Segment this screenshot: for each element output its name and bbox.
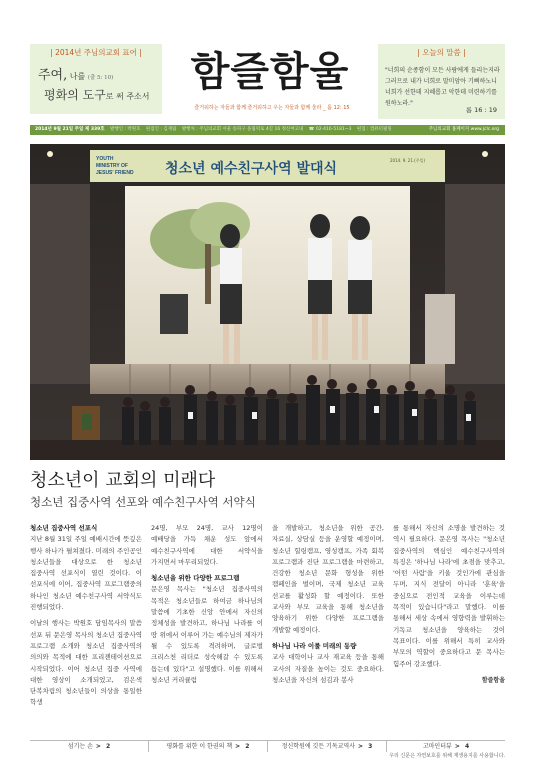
toc-item[interactable]: 정신학원에 깃든 기독교역사 > 3 xyxy=(268,741,387,752)
event-photo xyxy=(30,144,505,460)
toc-item[interactable]: 평화를 위한 이 한권의 책 > 2 xyxy=(149,741,268,752)
toc-item[interactable]: 섬기는 손 > 2 xyxy=(30,741,149,752)
info-bar xyxy=(30,125,505,135)
design-credit: 편집 : 컴퓨터필링 xyxy=(356,127,392,132)
phone: ☎ 02-416-5181~3 xyxy=(308,127,352,132)
paragraph: 을 개발하고, 청소년을 위한 공간, 자료실, 상담실 등을 운영할 예정이며, 청소년 힐링캠프, 영성캠프, 가족 회복 프로그램과 진단 프로그램을 마련하고, 건강한 청소년 문화 형성을 위한 캠페인을 벌이며, 국제 청소년 교육 선교를 활성화 할 예정이다. 또한 교사와 부모 교육을 통해 청소년을 양육하기 위한 다양한 프로그램을 개발할 예정이다. xyxy=(272,524,384,634)
article-subheadline: 청소년 집중사역 선포와 예수친구사역 서약식 xyxy=(30,495,256,509)
homepage-link[interactable]: 주님의교회 홈페이지 www.jclc.org xyxy=(428,127,499,132)
banner-title: 청소년 예수친구사역 발대식 xyxy=(165,161,338,177)
article-column-1 xyxy=(30,523,142,714)
article-column-2 xyxy=(151,523,263,691)
newspaper-title: 함즐함울 xyxy=(190,49,350,95)
publisher: 발행인 : 박원호 xyxy=(110,127,141,132)
paragraph: 24명, 부모 24명, 교사 12명이 예배당을 가득 채운 성도 앞에서 예수친구사역에 대한 서약식을 가지면서 마무리되었다. xyxy=(151,524,263,566)
motto-line-2: 평화의 도구로 써 주소서 xyxy=(44,88,150,102)
masthead xyxy=(0,0,537,125)
banner-logo-3: JESUS' FRIEND xyxy=(96,170,134,176)
toc-item[interactable]: 고마인터뷰 > 4 xyxy=(422,743,470,750)
article-body xyxy=(30,523,505,733)
verse-heading: | 오늘의 말씀 | xyxy=(417,48,466,57)
verse-text: "너희의 순종함이 모든 사람에게 들리는지라 그러므로 내가 너희로 말미암아 기뻐하노니 너희가 선한데 지혜롭고 악한데 미련하기를 원하노라." xyxy=(385,67,500,107)
banner-date: 2014. 9. 21.(주일) xyxy=(390,158,426,163)
editor: 편집인 : 김재림 xyxy=(145,127,177,132)
office-address: 발행처 : 주님의교회 서울 송파구 올림픽로 4길 16 정신여고내 xyxy=(181,127,304,132)
paragraph: 문은영 목사는 "청소년 집중사역의 목적은 청소년들로 하여금 하나님의 말씀에 기초한 신앙 안에서 자신의 정체성을 발견하고, 하나님 나라를 이 땅 위에서 이루어 가는 예수님의 제자가 될 수 있도록 격려하며, 글로벌 크리스천 리더로 성숙해갈 수 있도록 돕는데 있다"고 설명했다. 이를 위해서 청소년 커리큘럼 xyxy=(151,585,263,684)
section-heading: 하나님 나라 이룰 미래의 동량 xyxy=(272,641,357,650)
table-of-contents xyxy=(30,740,505,752)
motto-heading: | 2014년 주님의교회 표어 | xyxy=(50,48,142,57)
paragraph: 교사 대학이나 교사 재교육 등을 통해 교사의 자질을 높이는 것도 중요하다. 청소년을 자신의 섬김과 봉사 xyxy=(272,653,384,684)
paragraph: 지난 8월 31일 주일 예배시간에 뜻깊은 행사 하나가 펼쳐졌다. 미래의 주인공인 청소년들을 대상으로 한 청소년 집중사역 선포식이 열린 것이다. 이 선포식에 이어, 집중사역 프로그램중의 하나인 청소년 예수친구사역 서약식도 진행되었다. xyxy=(30,535,142,612)
verse-reference: 롬 16 : 19 xyxy=(465,106,497,114)
newspaper-subtitle: 즐거워하는 자들과 함께 즐거워하고 우는 자들과 함께 울라 _ 롬 12: 15 xyxy=(194,105,350,111)
section-heading: 청소년 집중사역 선포식 xyxy=(30,524,98,532)
issue-date: 2014년 9월 21일 주일 제 339호 xyxy=(35,127,105,132)
paragraph: 이날의 행사는 박원호 담임목사의 말씀 선포 뒤 문은영 목사의 청소년 집중사역 프로그램 소개와 청소년 집중사역의 의의와 목적에 대한 프리젠테이션으로 시작되었다. 이어 청소년 집중 사역에 대한 영상이 소개되었고, 검은색 단복차림의 청소년들이 의상을 통일한 학생 xyxy=(30,619,142,707)
article-column-3 xyxy=(272,523,384,691)
recycled-paper-note: 우리 신문은 자연보호를 위해 재생용지를 사용합니다. xyxy=(389,753,505,759)
motto-line-1: 주여, 나를 (출 5: 10) xyxy=(38,68,114,83)
banner-logo-1: YOUTH xyxy=(96,156,114,162)
article-headline: 청소년이 교회의 미래다 xyxy=(30,470,216,491)
banner-logo-2: MINISTRY OF xyxy=(96,163,128,169)
article-signature: 함즐함울 xyxy=(481,676,505,684)
section-heading: 청소년을 위한 다양한 프로그램 xyxy=(151,574,240,583)
article-column-4 xyxy=(393,523,505,686)
verse-box xyxy=(378,44,505,119)
paragraph: 를 통해서 자신의 소명을 발견하는 것 역시 필요하다. 문은영 목사는 "청소년 집중사역의 핵심인 예수친구사역의 특징은 '하나님 나라'에 초점을 맞추고, '어떤 사람'을 키울 것인가에 관심을 두며, 지식 전달이 아니라 '훈육'을 중심으로 전인적 교육을 이루는데 목적이 있습니다"라고 말했다. 이를 통해서 세상 속에서 영향력을 발휘하는 기독교 청소년을 양육하는 것이 목표이다. 이를 위해서 특히 교사와 부모의 역할이 중요하다고 문 목사는 힘주어 강조했다. xyxy=(393,524,505,668)
motto-box xyxy=(30,44,162,114)
event-photo-illustration xyxy=(30,144,505,460)
